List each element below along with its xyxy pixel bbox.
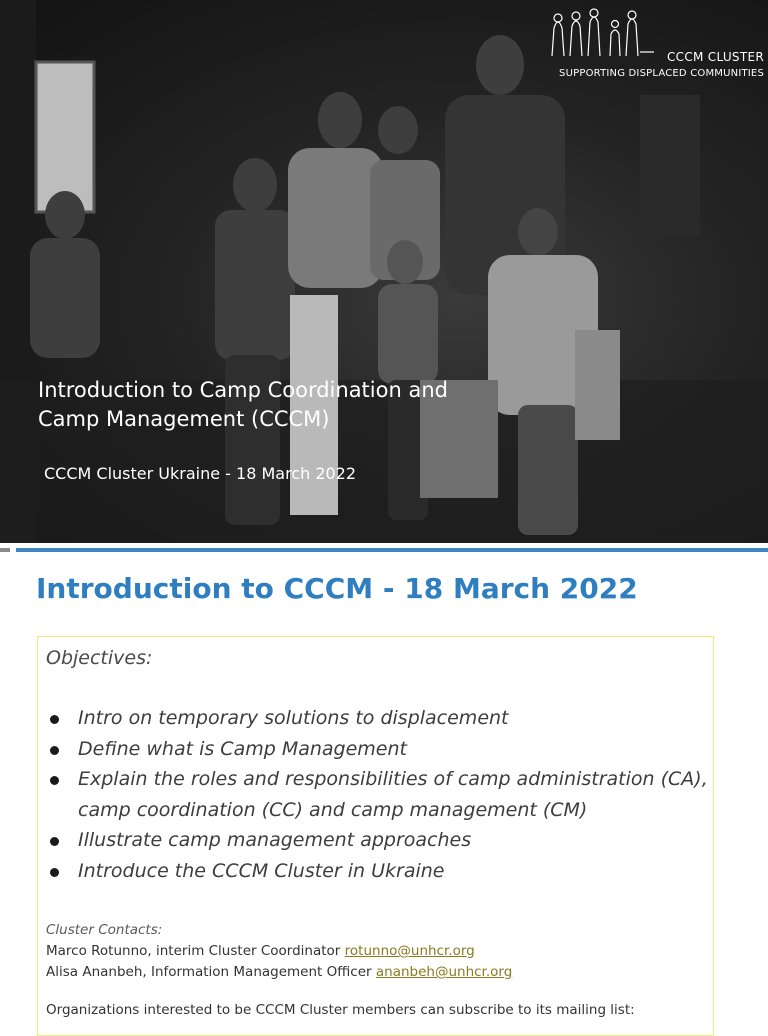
objectives-label: Objectives: (46, 647, 153, 669)
bullet-icon (50, 776, 59, 785)
contact-row (46, 941, 512, 962)
slide1-title (38, 376, 558, 434)
contact2-text: Alisa Ananbeh, Information Management Officer (46, 964, 376, 980)
list-item: Intro on temporary solutions to displacement (46, 703, 710, 734)
separator-stub (0, 548, 10, 552)
separator-bar (16, 548, 768, 552)
list-item: Introduce the CCCM Cluster in Ukraine (46, 856, 710, 887)
cluster-contacts (46, 920, 512, 983)
bullet-icon (50, 868, 59, 877)
slide1-subtitle: CCCM Cluster Ukraine - 18 March 2022 (44, 464, 357, 483)
slide2-title: Introduction to CCCM - 18 March 2022 (36, 572, 638, 605)
list-item: Illustrate camp management approaches (46, 825, 710, 856)
slide1-title-line1: Introduction to Camp Coordination and (38, 378, 448, 402)
contacts-label: Cluster Contacts: (46, 922, 163, 938)
objectives-list (46, 703, 710, 886)
slide-separator (0, 543, 768, 557)
objectives-box (37, 636, 714, 1036)
list-item: Define what is Camp Management (46, 734, 710, 765)
contact1-text: Marco Rotunno, interim Cluster Coordinator (46, 943, 345, 959)
bullet-icon (50, 715, 59, 724)
contact-row (46, 962, 512, 983)
logo-tagline: SUPPORTING DISPLACED COMMUNITIES (559, 68, 764, 79)
bullet-icon (50, 746, 59, 755)
list-item: Explain the roles and responsibilities of camp administration (CA), camp coordination (CC) and camp management (CM) (46, 764, 710, 825)
bullet-icon (50, 837, 59, 846)
mailing-list-text: Organizations interested to be CCCM Cluster members can subscribe to its mailing list: (46, 1002, 635, 1018)
slide1-title-line2: Camp Management (CCCM) (38, 407, 330, 431)
contact1-email-link[interactable]: rotunno@unhcr.org (344, 943, 475, 959)
logo-name: CCCM CLUSTER (666, 50, 764, 64)
contact2-email-link[interactable]: ananbeh@unhcr.org (375, 964, 513, 980)
